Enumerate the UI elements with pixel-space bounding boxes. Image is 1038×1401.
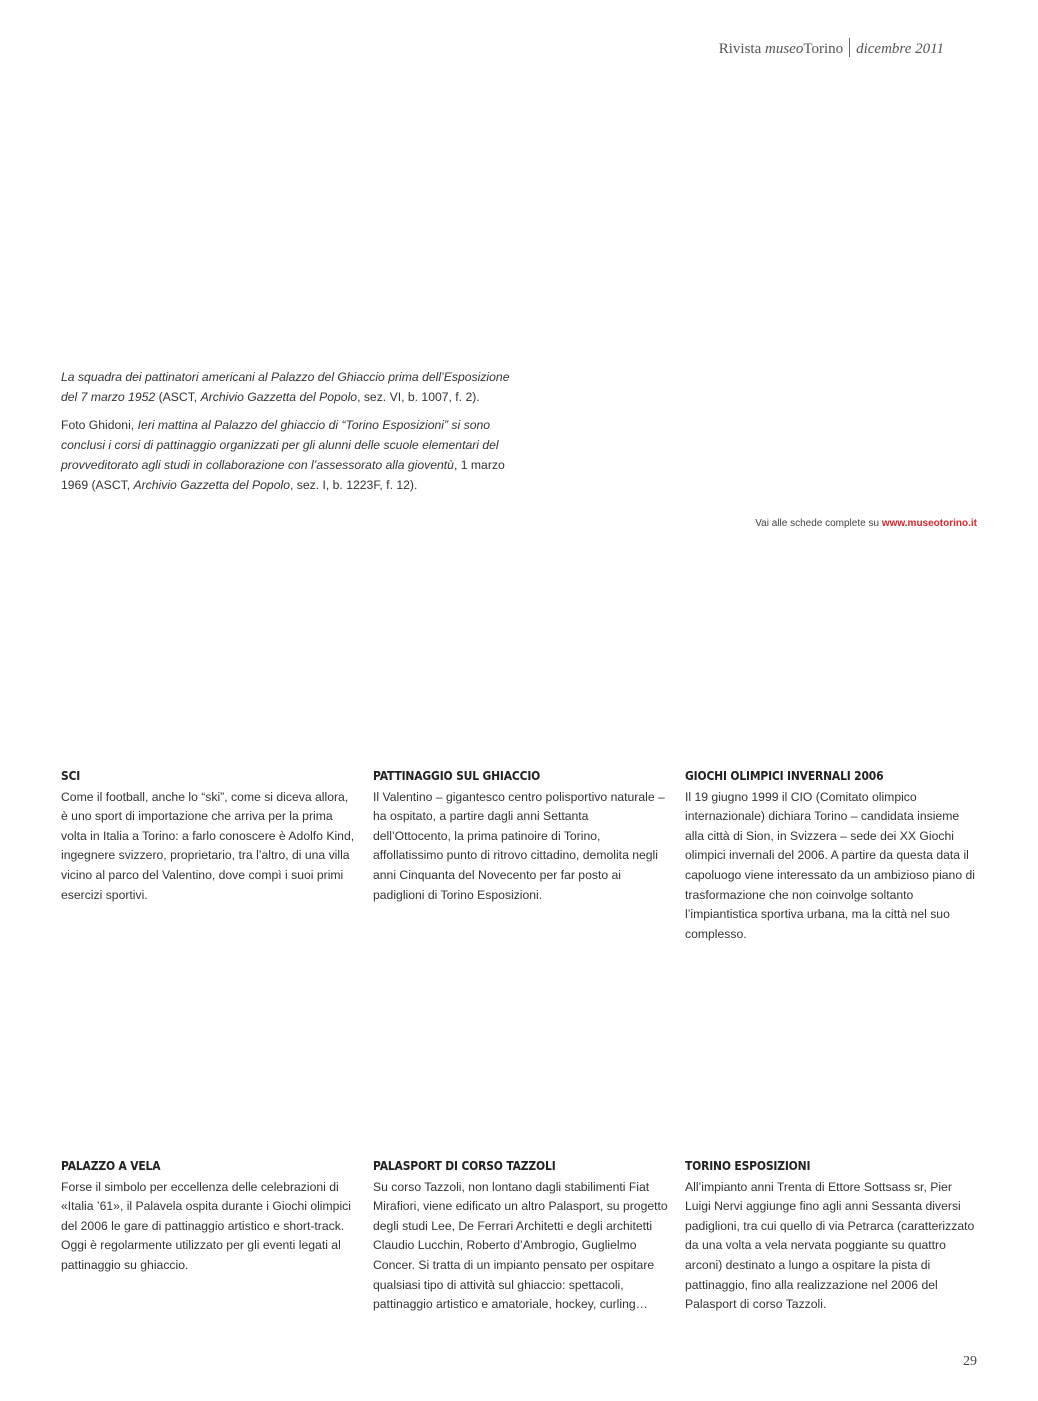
header-magazine: Rivista — [718, 41, 765, 57]
header-museo: museo — [765, 41, 804, 57]
caption-1 — [61, 367, 513, 407]
caption-1-source-b: , sez. VI, b. 1007, f. 2). — [357, 390, 480, 404]
section-title: PALASPORT DI CORSO TAZZOLI — [373, 1158, 556, 1173]
section-title: GIOCHI OLIMPICI INVERNALI 2006 — [685, 768, 884, 783]
section-title: TORINO ESPOSIZIONI — [685, 1158, 811, 1173]
caption-1-title: La squadra dei pattinatori americani al Palazzo del Ghiaccio prima dell’Esposizione del 7 marzo 1952 — [61, 370, 510, 404]
section-palasport-tazzoli — [373, 1156, 668, 1315]
section-title: PALAZZO A VELA — [61, 1158, 161, 1173]
section-torino-esposizioni — [685, 1156, 980, 1315]
caption-2-archive: Archivio Gazzetta del Popolo — [133, 478, 290, 492]
caption-2-source-a: , 1 marzo 1969 (ASCT, — [61, 458, 505, 492]
section-pattinaggio — [373, 766, 668, 905]
caption-1-archive: Archivio Gazzetta del Popolo — [200, 390, 358, 404]
section-body: Su corso Tazzoli, non lontano dagli stabilimenti Fiat Mirafiori, viene edificato un altro Palasport, su progetto degli studi Lee, De Ferrari Architetti e degli architetti Claudio Lucchin, Roberto d’Ambrogio, Guglielmo Concer. Si tratta di un impianto pensato per ospitare qualsiasi tipo di attività sul ghiaccio: spettacoli, pattinaggio artistico e amatoriale, hockey, curling… — [373, 1179, 668, 1312]
section-title: SCI — [61, 768, 81, 783]
caption-1-source-a: (ASCT, — [155, 390, 201, 404]
photo-captions — [61, 367, 513, 503]
link-prefix: Vai alle schede complete su — [755, 518, 882, 529]
section-body: Come il football, anche lo “ski”, come si diceva allora, è uno sport di importazione che arriva per la prima volta in Italia a Torino: a farlo conoscere è Adolfo Kind, ingegnere svizzero, proprietario, tra l’altro, di una villa vicino al parco del Valentino, dove compì i suoi primi esercizi sportivi. — [61, 789, 355, 902]
section-body: All’impianto anni Trenta di Ettore Sottsass sr, Pier Luigi Nervi aggiunge fino agli anni Sessanta diversi padiglioni, tra cui quello di via Petrarca (caratterizzato da una volta a vela nervata poggiante su quattro arconi) destinato a lungo a ospitare la pista di pattinaggio, fino alla realizzazione nel 2006 del Palasport di corso Tazzoli. — [685, 1179, 975, 1312]
caption-2-title: Ieri mattina al Palazzo del ghiaccio di “Torino Esposizioni” si sono conclusi i corsi di pattinaggio organizzati per gli alunni delle scuole elementari del provveditorato agli studi in collaborazione con l’assessorato alla gioventù — [61, 418, 499, 472]
website-link-line — [755, 518, 977, 529]
caption-2 — [61, 415, 513, 495]
header-torino: Torino — [803, 41, 844, 57]
section-body: Il 19 giugno 1999 il CIO (Comitato olimpico internazionale) dichiara Torino – candidata insieme alla città di Sion, in Svizzera – sede dei XX Giochi olimpici invernali del 2006. A partire da questa data il capoluogo viene interessato da un ambizioso piano di trasformazione che non coinvolge soltanto l’impiantistica sportiva urbana, ma la città nel suo complesso. — [685, 789, 975, 941]
header-divider — [849, 38, 850, 57]
header-date: dicembre 2011 — [856, 41, 944, 57]
section-body: Il Valentino – gigantesco centro polisportivo naturale – ha ospitato, a partire dagli anni Settanta dell’Ottocento, la prima patinoire di Torino, affollatissimo punto di ritrovo cittadino, demolita negli anni Cinquanta del Novecento per far posto ai padiglioni di Torino Esposizioni. — [373, 789, 665, 902]
section-body: Forse il simbolo per eccellenza delle celebrazioni di «Italia ’61», il Palavela ospita durante i Giochi olimpici del 2006 le gare di pattinaggio artistico e short-track. Oggi è regolarmente utilizzato per gli eventi legati al pattinaggio su ghiaccio. — [61, 1179, 351, 1272]
section-palazzo-a-vela — [61, 1156, 356, 1276]
museotorino-link[interactable]: www.museotorino.it — [881, 518, 977, 529]
caption-2-credit: Foto Ghidoni, — [61, 418, 138, 432]
caption-2-source-b: , sez. I, b. 1223F, f. 12). — [289, 478, 418, 492]
running-header — [719, 38, 944, 58]
section-sci — [61, 766, 356, 905]
page-number: 29 — [963, 1354, 977, 1369]
section-giochi-olimpici — [685, 766, 980, 944]
section-title: PATTINAGGIO SUL GHIACCIO — [373, 768, 541, 783]
